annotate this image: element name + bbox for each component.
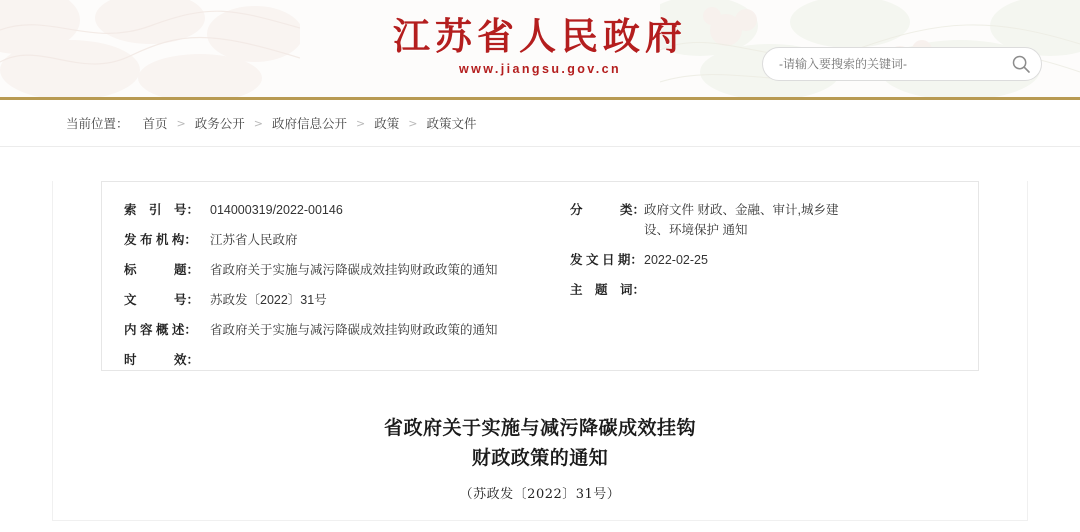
metadata-row-subject-terms	[570, 280, 978, 300]
document-metadata-table	[101, 181, 979, 371]
document-title-line-2: 财政政策的通知	[471, 447, 609, 469]
metadata-value: 014000319/2022-00146	[210, 203, 343, 217]
breadcrumb-item-policy[interactable]: 政策	[374, 117, 400, 131]
breadcrumb-label: 当前位置：	[66, 117, 129, 131]
document-title	[53, 413, 1027, 473]
metadata-row-validity	[124, 350, 540, 370]
metadata-column-right	[540, 200, 978, 370]
metadata-key: 文 号：	[124, 293, 200, 307]
metadata-row-category	[570, 200, 978, 240]
metadata-value: 苏政发〔2022〕31号	[210, 293, 327, 307]
metadata-value: 江苏省人民政府	[210, 233, 298, 247]
site-url: www.jiangsu.gov.cn	[459, 62, 621, 76]
breadcrumb-item-information-disclosure[interactable]: 政府信息公开	[271, 117, 347, 131]
metadata-row-index-number	[124, 200, 540, 220]
metadata-value: 政府文件 财政、金融、审计,城乡建设、环境保护 通知	[644, 203, 839, 237]
metadata-key: 分 类：	[570, 203, 646, 217]
metadata-row-summary	[124, 320, 540, 340]
breadcrumb-item-home[interactable]: 首页	[142, 117, 168, 131]
metadata-row-document-number	[124, 290, 540, 310]
metadata-key: 时 效：	[124, 353, 200, 367]
search-button[interactable]	[1001, 48, 1041, 80]
site-header	[0, 0, 1080, 100]
document-card	[52, 181, 1028, 521]
metadata-key: 内 容 概 述：	[124, 323, 197, 337]
breadcrumb-separator-icon: >	[356, 116, 366, 130]
metadata-key: 标 题：	[124, 263, 200, 277]
breadcrumb-separator-icon: >	[408, 116, 418, 130]
content-area	[0, 181, 1080, 521]
metadata-key: 主 题 词：	[570, 283, 646, 297]
document-number-subtitle: （苏政发〔2022〕31号）	[459, 487, 621, 502]
breadcrumb	[0, 100, 1080, 147]
metadata-key: 发 文 日 期：	[570, 253, 643, 267]
search-box[interactable]	[762, 47, 1042, 81]
breadcrumb-separator-icon: >	[253, 116, 263, 130]
search-icon	[1011, 54, 1031, 74]
breadcrumb-separator-icon: >	[176, 116, 186, 130]
metadata-value: 省政府关于实施与减污降碳成效挂钩财政政策的通知	[210, 323, 498, 337]
search-input[interactable]	[763, 57, 1001, 71]
metadata-row-publishing-agency	[124, 230, 540, 250]
metadata-key: 发 布 机 构：	[124, 233, 197, 247]
metadata-value: 2022-02-25	[644, 253, 708, 267]
metadata-value: 省政府关于实施与减污降碳成效挂钩财政政策的通知	[210, 263, 498, 277]
metadata-column-left	[102, 200, 540, 370]
metadata-key: 索 引 号：	[124, 203, 200, 217]
document-title-line-1: 省政府关于实施与减污降碳成效挂钩	[383, 417, 696, 439]
site-title: 江苏省人民政府	[393, 14, 687, 58]
breadcrumb-item-policy-documents[interactable]: 政策文件	[426, 117, 477, 131]
metadata-row-issue-date	[570, 250, 978, 270]
breadcrumb-item-government-affairs[interactable]: 政务公开	[194, 117, 245, 131]
metadata-row-title	[124, 260, 540, 280]
